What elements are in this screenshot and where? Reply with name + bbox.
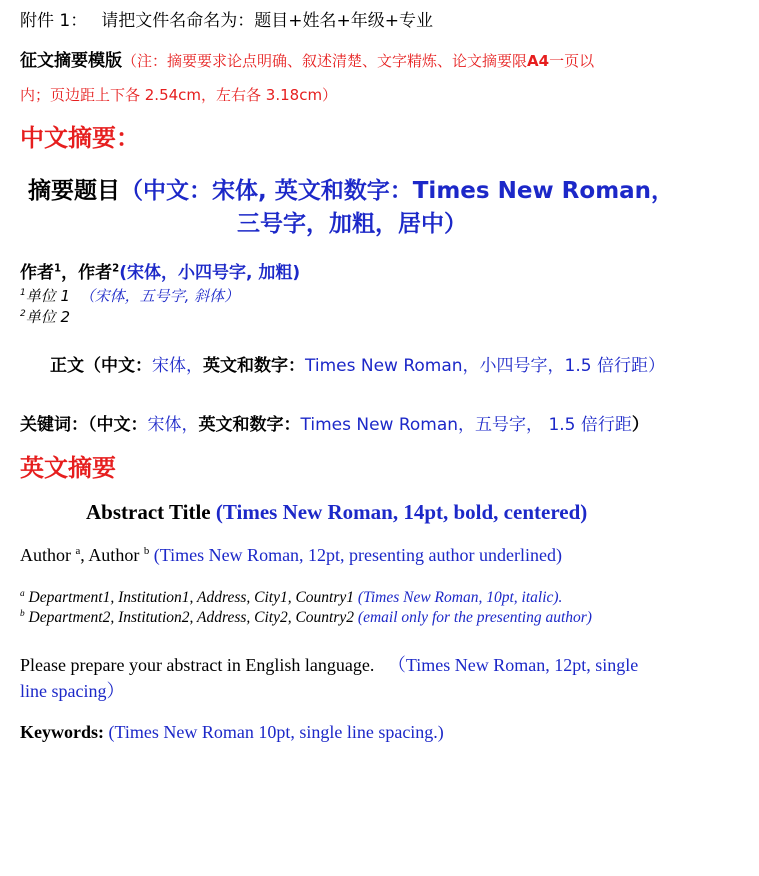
- unit-1-spec: （宋体，五号字, 斜体）: [79, 287, 240, 305]
- attachment-instruction-line: [20, 6, 433, 31]
- chinese-title-spec: （中文：宋体, 英文和数字：Times New Roman，: [120, 178, 675, 204]
- english-body-spec: （Times New Roman, 12pt, single: [387, 655, 639, 675]
- department-2-line: [20, 609, 592, 627]
- keywords-spec: Times New Roman，五号字， 1.5 倍行距: [300, 415, 632, 435]
- author-2: 作者: [78, 263, 113, 283]
- english-body: Please prepare your abstract in English language.: [20, 655, 375, 675]
- author-separator: ，: [61, 263, 79, 283]
- chinese-title-spec-continued: 三号字，加粗，居中）: [237, 211, 467, 237]
- keywords-en-label: 英文和数字：: [198, 415, 301, 435]
- author-b: Author: [88, 545, 140, 565]
- english-keywords-spec: (Times New Roman 10pt, single line spacing.): [108, 722, 444, 742]
- template-note-a4: A4: [527, 52, 550, 70]
- body-label: 正文（中文：: [50, 356, 152, 376]
- author-a-sup: a: [75, 545, 81, 557]
- english-body-line: [20, 651, 638, 677]
- author-1-sup: 1: [54, 263, 62, 275]
- author-a: Author: [20, 545, 71, 565]
- department-2-sup: b: [20, 608, 25, 619]
- keywords-font-cn: 宋体，: [147, 415, 199, 435]
- keywords-close: ）: [631, 415, 649, 435]
- english-keywords-label: Keywords:: [20, 722, 104, 742]
- author-1: 作者: [20, 263, 54, 283]
- english-abstract-heading: 英文摘要: [20, 454, 116, 482]
- unit-1: 单位 1: [25, 287, 71, 305]
- english-keywords-line: [20, 722, 444, 743]
- chinese-authors-line: [20, 258, 300, 283]
- author-spec: (宋体，小四号字, 加粗): [119, 263, 301, 283]
- chinese-title: 摘要题目: [28, 178, 120, 204]
- author-b-sup: b: [143, 545, 150, 557]
- template-note: （注：摘要要求论点明确、叙述清楚、文字精炼、论文摘要限: [122, 52, 528, 70]
- abstract-title-line: [86, 500, 587, 525]
- unit-1-sup: 1: [20, 288, 26, 298]
- chinese-abstract-heading: 中文摘要：: [20, 124, 140, 152]
- author-2-sup: 2: [112, 263, 120, 275]
- unit-2: 单位 2: [25, 308, 71, 326]
- english-authors-line: [20, 545, 562, 566]
- unit-2-line: [20, 306, 70, 327]
- filename-instruction: 请把文件名命名为：题目+姓名+年级+专业: [101, 11, 433, 31]
- english-body-spec-continued: line spacing）: [20, 681, 125, 701]
- abstract-title-spec: (Times New Roman, 14pt, bold, centered): [215, 500, 588, 524]
- department-2-spec: (email only for the presenting author): [357, 609, 592, 626]
- chinese-title-line: [28, 172, 674, 205]
- body-spec: Times New Roman，小四号字，1.5 倍行距）: [305, 356, 665, 376]
- department-2: Department2, Institution2, Address, City2, Country2: [28, 609, 355, 626]
- template-note-margins: 内；页边距上下各 2.54cm，左右各 3.18cm）: [20, 86, 338, 104]
- keywords-label: 关键词：（中文：: [20, 415, 148, 435]
- department-1-sup: a: [20, 588, 25, 599]
- department-1: Department1, Institution1, Address, City1, Country1: [28, 589, 355, 606]
- body-en-label: 英文和数字：: [203, 356, 305, 376]
- attachment-label: 附件 1：: [20, 11, 88, 31]
- template-intro-line: [20, 46, 594, 71]
- english-author-spec: (Times New Roman, 12pt, presenting author underlined): [153, 545, 562, 565]
- chinese-keywords-line: [20, 410, 649, 435]
- body-font-cn: 宋体，: [152, 356, 203, 376]
- template-note-tail: 一页以: [549, 52, 595, 70]
- template-label: 征文摘要模版: [20, 51, 122, 71]
- department-1-spec: (Times New Roman, 10pt, italic).: [357, 589, 563, 606]
- chinese-body-spec-line: [50, 351, 665, 376]
- abstract-title: Abstract Title: [86, 500, 211, 524]
- unit-1-line: [20, 285, 239, 306]
- department-1-line: [20, 589, 562, 607]
- unit-2-sup: 2: [20, 309, 26, 319]
- author-separator-en: ,: [80, 545, 89, 565]
